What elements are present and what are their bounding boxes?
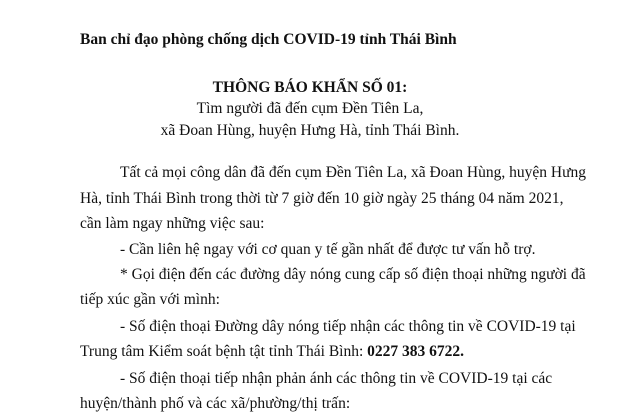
paragraph-1-line-3: cần làm ngay những việc sau: [80,215,265,232]
instruction-item-1: - Cần liên hệ ngay với cơ quan y tế gần nhất để được tư vấn hỗ trợ. [120,241,536,258]
hotline-label: Trung tâm Kiểm soát bệnh tật tỉnh Thái Bình: [80,343,368,360]
organization-header: Ban chỉ đạo phòng chống dịch COVID-19 tỉnh Thái Bình [80,31,457,48]
notice-title: THÔNG BÁO KHẨN SỐ 01: [212,79,408,96]
district-hotline-item-line-1: - Số điện thoại tiếp nhận phản ánh các thông tin về COVID-19 tại các [120,370,553,387]
paragraph-1-line-2: Hà, tỉnh Thái Bình trong thời từ 7 giờ đến 10 giờ ngày 25 tháng 04 năm 2021, [80,190,564,207]
hotline-phone-number: 0227 383 6722. [367,343,465,360]
notice-subtitle-line-1: Tìm người đã đến cụm Đền Tiên La, [196,100,424,117]
hotline-item-line-1: - Số điện thoại Đường dây nóng tiếp nhận các thông tin về COVID-19 tại [120,318,576,335]
hotline-item-line-2 [80,342,464,362]
paragraph-1-line-1: Tất cả mọi công dân đã đến cụm Đền Tiên La, xã Đoan Hùng, huyện Hưng [120,164,586,181]
instruction-item-2-line-2: tiếp xúc gần với mình: [80,291,220,308]
district-hotline-item-line-2: huyện/thành phố và các xã/phường/thị trấn: [80,395,351,412]
notice-subtitle-line-2: xã Đoan Hùng, huyện Hưng Hà, tỉnh Thái Bình. [160,122,460,139]
instruction-item-2-line-1: * Gọi điện đến các đường dây nóng cung cấp số điện thoại những người đã [120,266,586,283]
